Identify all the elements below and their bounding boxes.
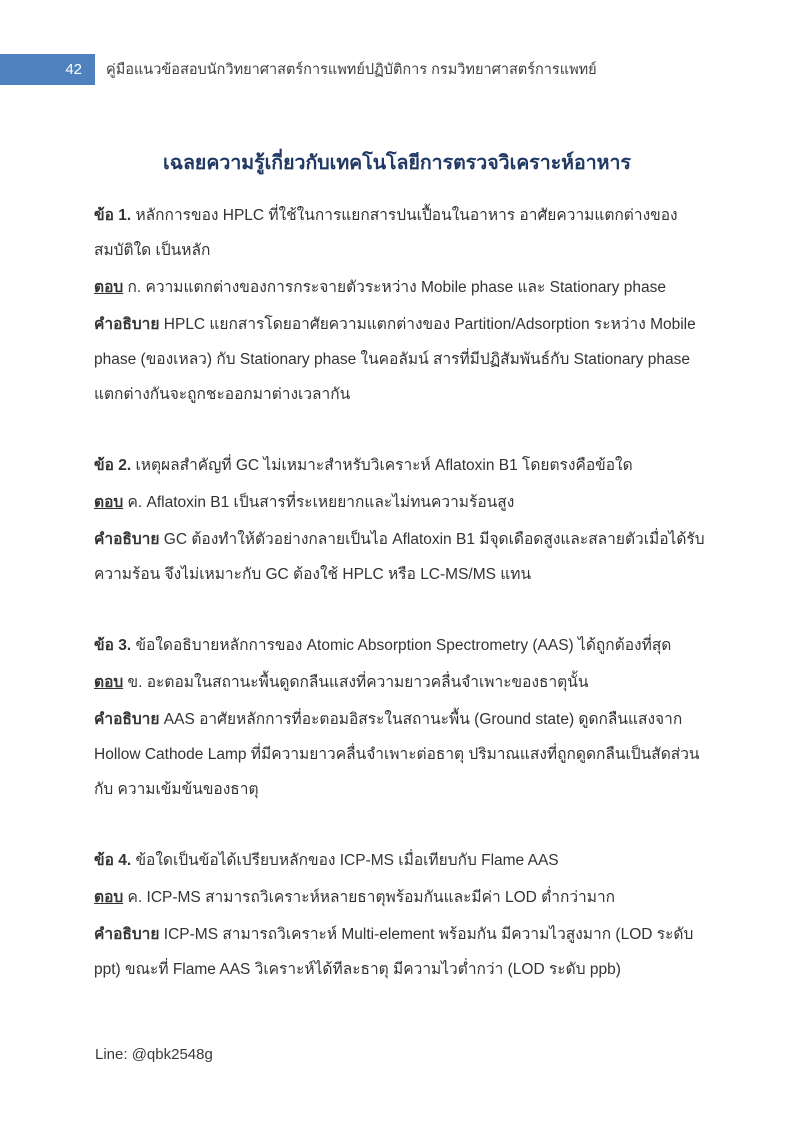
question-text — [94, 628, 708, 663]
line-contact: Line: @qbk2548g — [95, 1046, 213, 1063]
question-block-3 — [94, 628, 708, 807]
question-block-2 — [94, 448, 708, 592]
explanation-text — [94, 307, 708, 412]
answer-body: ค. ICP-MS สามารถวิเคราะห์หลายธาตุพร้อมกันและมีค่า LOD ต่ำกว่ามาก — [127, 889, 616, 906]
answer-text — [94, 485, 708, 520]
page-header — [0, 54, 794, 85]
explanation-body: AAS อาศัยหลักการที่อะตอมอิสระในสถานะพื้น (Ground state) ดูดกลืนแสงจาก Hollow Cathode Lamp ที่มีความยาวคลื่นจำเพาะต่อธาตุ ปริมาณแสงที่ถูกดูดกลืนเป็นสัดส่วนกับ ความเข้มข้นของธาตุ — [94, 711, 700, 798]
page-number: 42 — [65, 61, 82, 78]
question-block-1 — [94, 198, 708, 412]
explanation-body: ICP-MS สามารถวิเคราะห์ Multi-element พร้อมกัน มีความไวสูงมาก (LOD ระดับ ppt) ขณะที่ Flame AAS วิเคราะห์ได้ทีละธาตุ มีความไวต่ำกว่า (LOD ระดับ ppb) — [94, 926, 694, 978]
answer-body: ค. Aflatoxin B1 เป็นสารที่ระเหยยากและไม่ทนความร้อนสูง — [127, 494, 515, 511]
explanation-body: GC ต้องทำให้ตัวอย่างกลายเป็นไอ Aflatoxin B1 มีจุดเดือดสูงและสลายตัวเมื่อได้รับ ความร้อน จึงไม่เหมาะกับ GC ต้องใช้ HPLC หรือ LC-MS/MS แทน — [94, 531, 705, 583]
answer-label: ตอบ — [94, 674, 124, 691]
question-body: เหตุผลสำคัญที่ GC ไม่เหมาะสำหรับวิเคราะห์ Aflatoxin B1 โดยตรงคือข้อใด — [135, 457, 633, 474]
answer-body: ข. อะตอมในสถานะพื้นดูดกลืนแสงที่ความยาวคลื่นจำเพาะของธาตุนั้น — [127, 674, 589, 691]
question-label: ข้อ 2. — [94, 457, 132, 474]
question-body: ข้อใดเป็นข้อได้เปรียบหลักของ ICP-MS เมื่อเทียบกับ Flame AAS — [135, 852, 559, 869]
answer-text — [94, 270, 708, 305]
explanation-label: คำอธิบาย — [94, 711, 160, 728]
question-body: หลักการของ HPLC ที่ใช้ในการแยกสารปนเปื้อนในอาหาร อาศัยความแตกต่างของสมบัติใด เป็นหลัก — [94, 207, 678, 259]
explanation-body: HPLC แยกสารโดยอาศัยความแตกต่างของ Partition/Adsorption ระหว่าง Mobile phase (ของเหลว) กับ Stationary phase ในคอลัมน์ สารที่มีปฏิสัมพันธ์กับ Stationary phase แตกต่างกันจะถูกชะออกมาต่างเวลากัน — [94, 316, 696, 403]
answer-body: ก. ความแตกต่างของการกระจายตัวระหว่าง Mobile phase และ Stationary phase — [127, 279, 666, 296]
answer-label: ตอบ — [94, 279, 124, 296]
page-footer — [95, 1046, 213, 1063]
answer-key-content — [94, 198, 708, 1023]
question-text — [94, 843, 708, 878]
question-block-4 — [94, 843, 708, 987]
answer-text — [94, 880, 708, 915]
explanation-label: คำอธิบาย — [94, 531, 160, 548]
question-text — [94, 198, 708, 268]
explanation-label: คำอธิบาย — [94, 316, 160, 333]
question-body: ข้อใดอธิบายหลักการของ Atomic Absorption Spectrometry (AAS) ได้ถูกต้องที่สุด — [135, 637, 672, 654]
question-label: ข้อ 3. — [94, 637, 132, 654]
question-label: ข้อ 4. — [94, 852, 132, 869]
explanation-text — [94, 917, 708, 987]
book-title: คู่มือแนวข้อสอบนักวิทยาศาสตร์การแพทย์ปฏิบัติการ กรมวิทยาศาสตร์การแพทย์ — [106, 62, 597, 78]
answer-label: ตอบ — [94, 494, 124, 511]
explanation-label: คำอธิบาย — [94, 926, 160, 943]
page-title: เฉลยความรู้เกี่ยวกับเทคโนโลยีการตรวจวิเคราะห์อาหาร — [163, 152, 631, 174]
question-text — [94, 448, 708, 483]
answer-label: ตอบ — [94, 889, 124, 906]
question-label: ข้อ 1. — [94, 207, 132, 224]
answer-text — [94, 665, 708, 700]
explanation-text — [94, 522, 708, 592]
page-number-bar — [0, 54, 95, 85]
explanation-text — [94, 702, 708, 807]
